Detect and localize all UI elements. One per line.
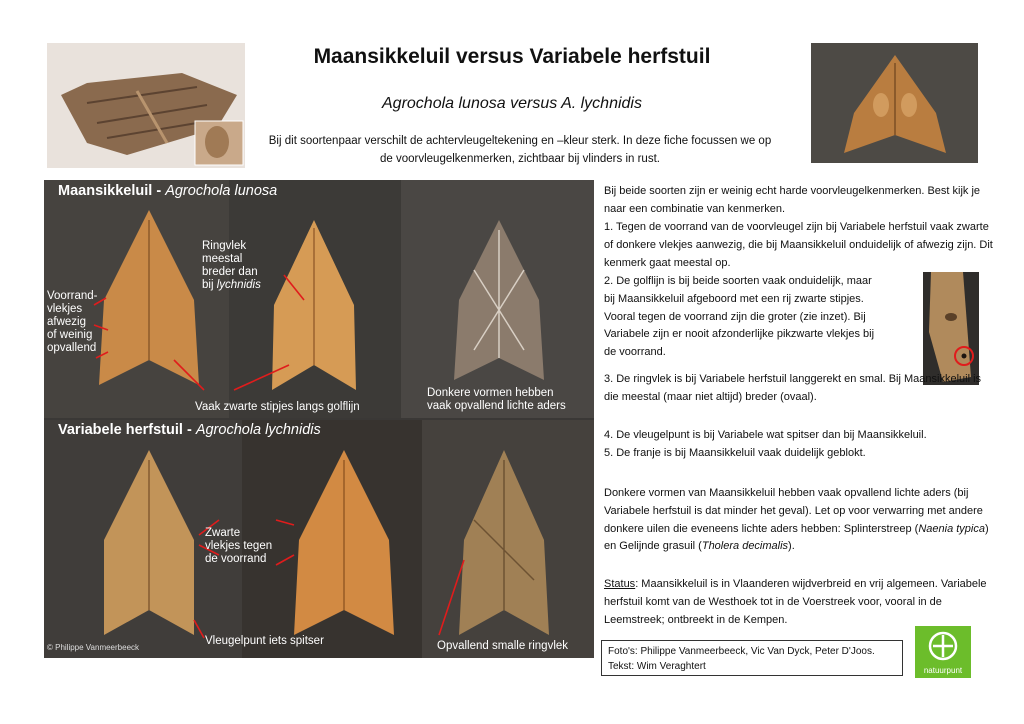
species-photo-panel [44,180,594,658]
label-zwarte-vlekjes [205,527,272,566]
intro-line-1: Bij dit soortenpaar verschilt de achtervleugeltekening en –kleur sterk. In deze fiche focussen we op [268,135,772,147]
label-donkere-vormen [427,387,566,413]
inset-photo [923,272,979,385]
moth-top-view-image [811,43,978,163]
label-line: meestal [202,253,243,265]
species-heading-lunosa: Maansikkeluil - Agrochola lunosa [58,183,278,199]
point-2-line: Vooral tegen de voorrand zijn die groter (zie inzet). Bij [604,310,866,323]
label-line: Zwarte [205,527,241,539]
point-2 [604,273,924,362]
natuurpunt-logo [915,626,971,678]
label-line: vaak opvallend lichte aders [427,400,566,412]
label-line: Donkere vormen hebben [427,387,554,399]
credits-box [601,640,903,676]
dark-forms-paragraph: Donkere vormen van Maansikkeluil hebben vaak opvallend lichte aders (bij Variabele herfstuil is dat minder het geval). Let op voor verwarring met andere donkere uilen die eveneens lichte aders hebben: Splinterstreep (Naenia typica) en Gelijnde grasuil (Tholera decimalis). [604,487,989,553]
moth-photo-collage [44,180,594,658]
point-1: 1. Tegen de voorrand van de voorvleugel zijn bij Variabele herfstuil vaak zwarte of donkere vlekjes aanwezig, die bij Maansikkeluil onduidelijk of afwezig zijn. Dit kenmerk gaat meestal op. [604,221,993,269]
intro-text [250,132,790,168]
point-2-line: 2. De golflijn is bij beide soorten vaak onduidelijk, maar [604,275,872,287]
label-line: of weinig [47,329,93,341]
photo-credits: Foto's: Philippe Vanmeerbeeck, Vic Van Dyck, Peter D'Joos. [608,646,875,657]
label-line: vlekjes tegen [205,540,273,552]
label-vleugelpunt: Vleugelpunt iets spitser [205,635,324,647]
label-ringvlek-top [202,240,261,292]
label-line: opvallend [47,342,97,354]
label-line: Voorrand- [47,290,98,302]
label-line: breder dan [202,266,258,278]
species-heading-lychnidis: Variabele herfstuil - Agrochola lychnidis [58,422,321,438]
photo-top-right [811,43,978,163]
latin-name-lychnidis: Agrochola lychnidis [195,422,321,438]
point-5: 5. De franje is bij Maansikkeluil vaak duidelijk geblokt. [604,447,866,459]
logo-emblem-icon [915,626,971,666]
status-paragraph [604,576,994,629]
label-stipjes: Vaak zwarte stipjes langs golflijn [195,401,360,413]
latin-name-lunosa: Agrochola lunosa [165,183,278,199]
page-subtitle: Agrochola lunosa versus A. lychnidis [382,95,642,112]
photo-copyright: © Philippe Vanmeerbeeck [47,643,140,652]
label-line: de voorrand [205,553,267,565]
moth-side-view-image [47,43,245,168]
status-label: Status [604,578,636,590]
label-line: Ringvlek [202,240,247,252]
logo-text: natuurpunt [923,666,963,675]
intro-paragraph: Bij beide soorten zijn er weinig echt harde voorvleugelkenmerken. Best kijk je naar een combinatie van kenmerken. [604,185,981,215]
label-smalle-ringvlek: Opvallend smalle ringvlek [437,640,569,652]
label-line: afwezig [47,316,86,328]
status-text: : Maansikkeluil is in Vlaanderen wijdverbreid en vrij algemeen. Variabele herfstuil komt van de Westhoek tot in de Voerstreek voor, vooral in de Leemstreek; ontbreekt in de Kempen. [604,578,987,626]
page-title: Maansikkeluil versus Variabele herfstuil [313,45,711,68]
point-4: 4. De vleugelpunt is bij Variabele wat spitser dan bij Maansikkeluil. [604,429,927,441]
text-credits: Tekst: Wim Veraghtert [608,661,706,672]
point-2-line: Variabele zijn er nooit afzonderlijke pikzwarte vlekjes bij [604,328,875,341]
point-2-line: bij Maansikkeluil afgeboord met een rij zwarte stipjes. [604,292,864,305]
label-line: vlekjes [47,303,83,315]
photo-top-left [47,43,245,168]
label-line: bij lychnidis [202,279,261,291]
point-2-line: de voorrand. [604,346,666,359]
species-name-lychnidis: Variabele herfstuil [58,422,183,438]
species-name-lunosa: Maansikkeluil [58,183,153,199]
point-3: 3. De ringvlek is bij Variabele herfstuil langgerekt en smal. Bij Maansikkeluil is die meestal (maar niet altijd) breder (ovaal). [604,373,982,403]
label-voorrand [47,290,98,355]
intro-line-2: de voorvleugelkenmerken, zichtbaar bij vlinders in rust. [380,153,660,165]
wing-detail-image [923,272,979,385]
